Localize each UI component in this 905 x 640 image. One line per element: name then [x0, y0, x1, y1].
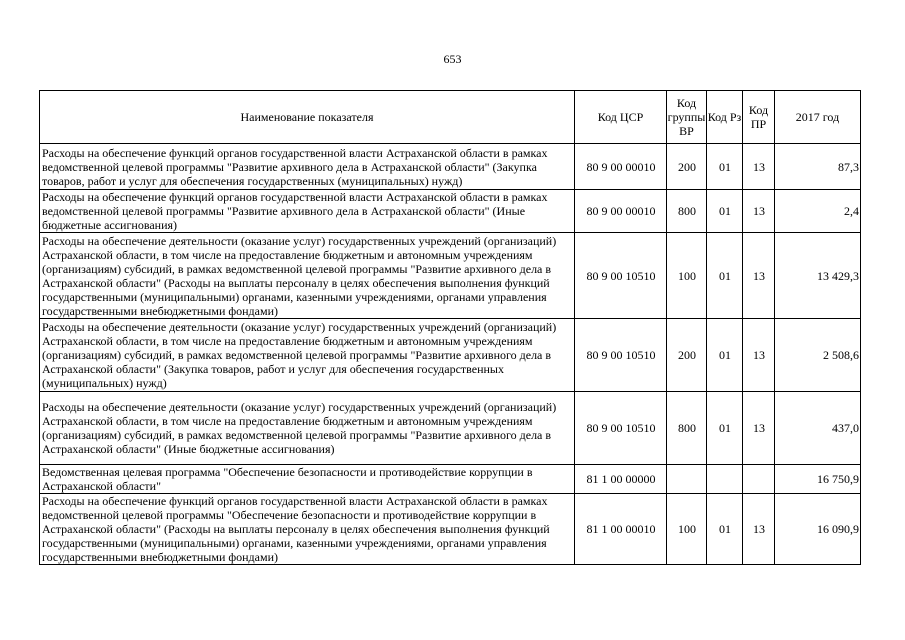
row-pr: 13 — [743, 392, 775, 465]
table-row — [40, 233, 861, 319]
table-row — [40, 392, 861, 465]
row-csr: 81 1 00 00000 — [575, 465, 667, 494]
row-vr: 800 — [667, 392, 707, 465]
row-pr: 13 — [743, 190, 775, 233]
row-vr: 200 — [667, 144, 707, 190]
row-pr: 13 — [743, 494, 775, 565]
row-name: Расходы на обеспечение функций органов государственной власти Астраханской области в рамках ведомственной целевой программы "Обеспечение безопасности и противодействие коррупции в Астраханской области" (Расходы на выплаты персоналу в целях обеспечения выполнения функций государственными (муниципальными) органами, казенными учреждениями, органами управления государственными внебюджетными фондами) — [40, 494, 575, 565]
budget-table — [39, 90, 861, 565]
row-name: Расходы на обеспечение функций органов государственной власти Астраханской области в рамках ведомственной целевой программы "Развитие архивного дела в Астраханской области" (Закупка товаров, работ и услуг для обеспечения государственных (муниципальных) нужд) — [40, 144, 575, 190]
header-csr: Код ЦСР — [575, 91, 667, 144]
row-rz — [707, 465, 743, 494]
row-pr: 13 — [743, 144, 775, 190]
row-pr: 13 — [743, 233, 775, 319]
row-amount: 13 429,3 — [775, 233, 861, 319]
row-name: Расходы на обеспечение деятельности (оказание услуг) государственных учреждений (организаций) Астраханской области, в том числе на предоставление бюджетным и автономным учреждениям (организациям) субсидий, в рамках ведомственной целевой программы "Развитие архивного дела в Астраханской области" (Закупка товаров, работ и услуг для обеспечения государственных (муниципальных) нужд) — [40, 319, 575, 392]
header-pr: Код ПР — [743, 91, 775, 144]
header-name: Наименование показателя — [40, 91, 575, 144]
row-rz: 01 — [707, 319, 743, 392]
table-row — [40, 190, 861, 233]
table-row — [40, 494, 861, 565]
row-vr — [667, 465, 707, 494]
row-name: Расходы на обеспечение функций органов государственной власти Астраханской области в рамках ведомственной целевой программы "Развитие архивного дела в Астраханской области" (Иные бюджетные ассигнования) — [40, 190, 575, 233]
row-csr: 80 9 00 00010 — [575, 190, 667, 233]
row-pr — [743, 465, 775, 494]
row-csr: 80 9 00 10510 — [575, 319, 667, 392]
row-rz: 01 — [707, 233, 743, 319]
row-rz: 01 — [707, 494, 743, 565]
page-number: 653 — [443, 52, 462, 66]
row-rz: 01 — [707, 144, 743, 190]
table-header-row — [40, 91, 861, 144]
row-vr: 800 — [667, 190, 707, 233]
row-csr: 80 9 00 10510 — [575, 233, 667, 319]
row-amount: 437,0 — [775, 392, 861, 465]
row-amount: 2 508,6 — [775, 319, 861, 392]
table-row — [40, 465, 861, 494]
header-year: 2017 год — [775, 91, 861, 144]
row-amount: 16 750,9 — [775, 465, 861, 494]
row-vr: 200 — [667, 319, 707, 392]
row-name: Расходы на обеспечение деятельности (оказание услуг) государственных учреждений (организаций) Астраханской области, в том числе на предоставление бюджетным и автономным учреждениям (организациям) субсидий, в рамках ведомственной целевой программы "Развитие архивного дела в Астраханской области" (Иные бюджетные ассигнования) — [40, 392, 575, 465]
row-csr: 81 1 00 00010 — [575, 494, 667, 565]
row-vr: 100 — [667, 494, 707, 565]
row-pr: 13 — [743, 319, 775, 392]
header-rz: Код Рз — [707, 91, 743, 144]
row-csr: 80 9 00 10510 — [575, 392, 667, 465]
row-csr: 80 9 00 00010 — [575, 144, 667, 190]
table-row — [40, 319, 861, 392]
row-rz: 01 — [707, 392, 743, 465]
row-rz: 01 — [707, 190, 743, 233]
row-vr: 100 — [667, 233, 707, 319]
row-amount: 2,4 — [775, 190, 861, 233]
table-row — [40, 144, 861, 190]
row-amount: 87,3 — [775, 144, 861, 190]
header-vr: Код группы ВР — [667, 91, 707, 144]
row-name: Ведомственная целевая программа "Обеспечение безопасности и противодействие коррупции в Астраханской области" — [40, 465, 575, 494]
row-amount: 16 090,9 — [775, 494, 861, 565]
row-name: Расходы на обеспечение деятельности (оказание услуг) государственных учреждений (организаций) Астраханской области, в том числе на предоставление бюджетным и автономным учреждениям (организациям) субсидий, в рамках ведомственной целевой программы "Развитие архивного дела в Астраханской области" (Расходы на выплаты персоналу в целях обеспечения выполнения функций государственными (муниципальными) органами, казенными учреждениями, органами управления государственными внебюджетными фондами) — [40, 233, 575, 319]
